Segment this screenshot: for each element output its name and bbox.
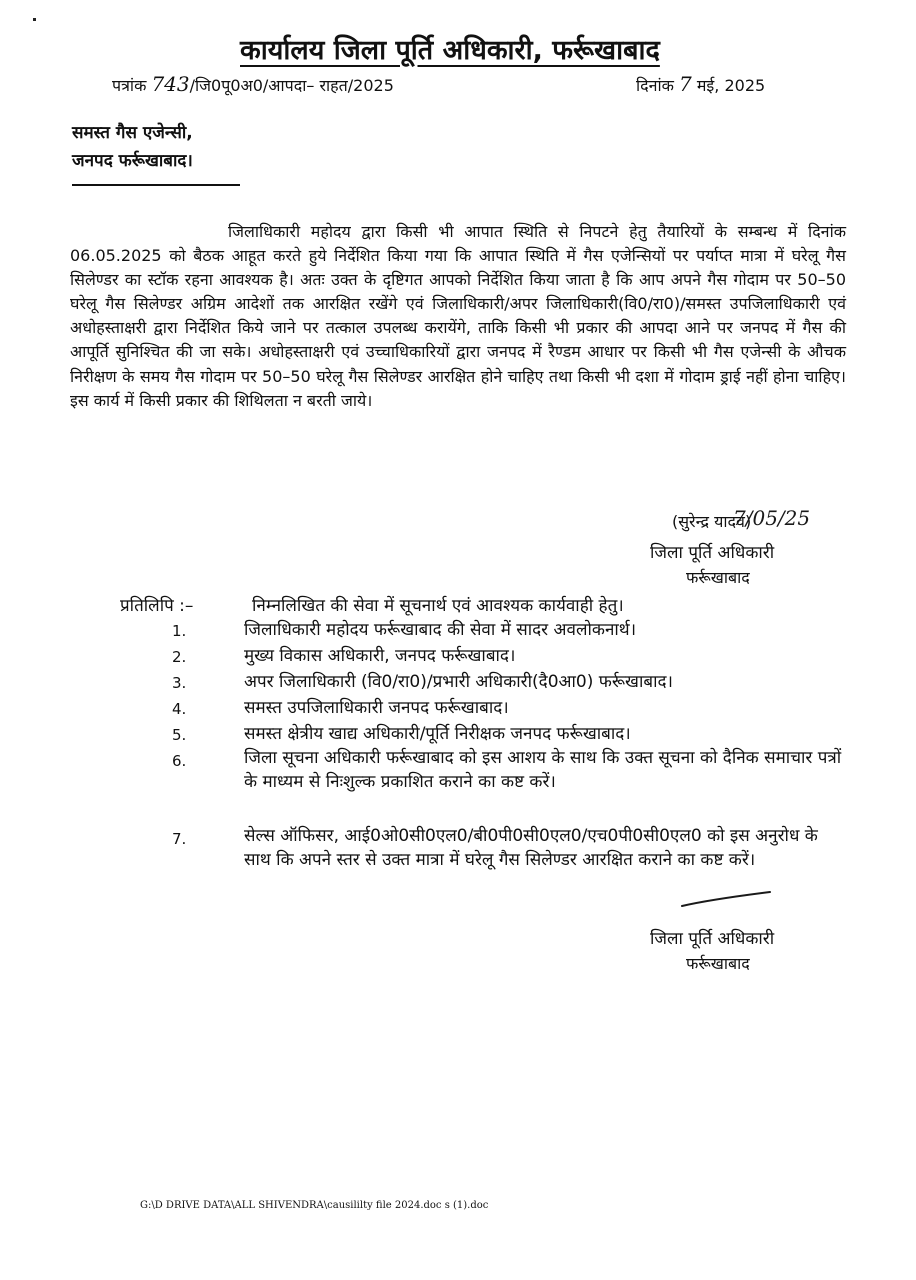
signatory-place: फर्रूखाबाद — [686, 568, 750, 587]
date-prefix: दिनांक — [636, 76, 674, 95]
letter-date — [636, 72, 765, 96]
letter-body: जिलाधिकारी महोदय द्वारा किसी भी आपात स्थिति से निपटने हेतु तैयारियों के सम्बन्ध में दिनांक 06.05.2025 को बैठक आहूत करते हुये निर्देशित किया गया कि आपात स्थिति में गैस एजेन्सियों पर पर्याप्त मात्रा में घरेलू गैस सिलेण्डर का स्टॉक रहना आवश्यक है। अतः उक्त के दृष्टिगत आपको निर्देशित किया जाता है कि आप अपने गैस गोदाम पर 50–50 घरेलू गैस सिलेण्डर अग्रिम आदेशों तक आरक्षित रखेंगे एवं जिलाधिकारी/अपर जिलाधिकारी(वि0/रा0)/समस्त उपजिलाधिकारी एवं अधोहस्ताक्षरी द्वारा निर्देशित किये जाने पर तत्काल उपलब्ध करायेंगे, ताकि किसी भी प्रकार की आपदा आने पर जनपद में गैस की आपूर्ति सुनिश्चित की जा सके। अधोहस्ताक्षरी एवं उच्चाधिकारियों द्वारा जनपद में रैण्डम आधार पर किसी भी गैस एजेन्सी के औचक निरीक्षण के समय गैस गोदाम पर 50–50 घरेलू गैस सिलेण्डर आरक्षित होने चाहिए तथा किसी भी दशा में गोदाम ड्राई नहीं होना चाहिए। इस कार्य में किसी प्रकार की शिथिलता न बरती जाये। — [70, 222, 846, 410]
copy-item-text: समस्त क्षेत्रीय खाद्य अधिकारी/पूर्ति निरीक्षक जनपद फर्रूखाबाद। — [244, 724, 631, 744]
copy-item-number: 5. — [172, 726, 187, 744]
copy-item-text: अपर जिलाधिकारी (वि0/रा0)/प्रभारी अधिकारी(दै0आ0) फर्रूखाबाद। — [244, 672, 673, 692]
copy-item-text: जिला सूचना अधिकारी फर्रूखाबाद को इस आशय के साथ कि उक्त सूचना को दैनिक समाचार पत्रों के माध्यम से निःशुल्क प्रकाशित कराने का कष्ट करें। — [244, 748, 842, 792]
ref-handwritten-number: 743 — [151, 72, 190, 96]
reference-number — [112, 72, 394, 96]
addressee-line-2: जनपद फर्रूखाबाद। — [72, 151, 193, 171]
copy-to-label: प्रतिलिपि :– — [120, 596, 194, 616]
copy-item-number: 3. — [172, 674, 187, 692]
copy-item-number: 6. — [172, 752, 187, 770]
copy-item-text: मुख्य विकास अधिकारी, जनपद फर्रूखाबाद। — [244, 646, 516, 666]
office-title: कार्यालय जिला पूर्ति अधिकारी, फर्रूखाबाद — [240, 35, 660, 66]
signatory-post: जिला पूर्ति अधिकारी — [650, 543, 775, 563]
signature-initials: 7/05/25 — [733, 506, 811, 530]
addressee-underline — [72, 184, 240, 186]
date-handwritten-day: 7 — [679, 72, 692, 96]
copy-item-text: सेल्स ऑफिसर, आई0ओ0सी0एल0/बी0पी0सी0एल0/एच0पी0सी0एल0 को इस अनुरोध के साथ कि अपने स्तर से उक्त मात्रा में घरेलू गैस सिलेण्डर आरक्षित कराने का कष्ट करें। — [244, 826, 818, 870]
scan-speck — [33, 18, 36, 21]
signatory-post-2: जिला पूर्ति अधिकारी — [650, 929, 775, 949]
signature-stroke-mark — [678, 888, 774, 912]
copy-item-number: 4. — [172, 700, 187, 718]
copy-item-number: 1. — [172, 622, 187, 640]
signatory-place-2: फर्रूखाबाद — [686, 954, 750, 973]
file-path-footer: G:\D DRIVE DATA\ALL SHIVENDRA\causililty file 2024.doc s (1).doc — [140, 1200, 489, 1211]
copy-item-number: 2. — [172, 648, 187, 666]
ref-suffix: /जि0पू0अ0/आपदा– राहत/2025 — [189, 76, 394, 95]
copy-item-number: 7. — [172, 830, 187, 848]
addressee-line-1: समस्त गैस एजेन्सी, — [72, 123, 193, 143]
date-suffix: मई, 2025 — [691, 76, 766, 95]
copy-item-text: समस्त उपजिलाधिकारी जनपद फर्रूखाबाद। — [244, 698, 509, 718]
ref-prefix: पत्रांक — [112, 76, 147, 95]
signatory-name: (सुरेन्द्र यादव) — [672, 512, 752, 531]
copy-to-intro: निम्नलिखित की सेवा में सूचनार्थ एवं आवश्यक कार्यवाही हेतु। — [252, 596, 624, 616]
copy-item-text: जिलाधिकारी महोदय फर्रूखाबाद की सेवा में सादर अवलोकनार्थ। — [244, 620, 637, 640]
